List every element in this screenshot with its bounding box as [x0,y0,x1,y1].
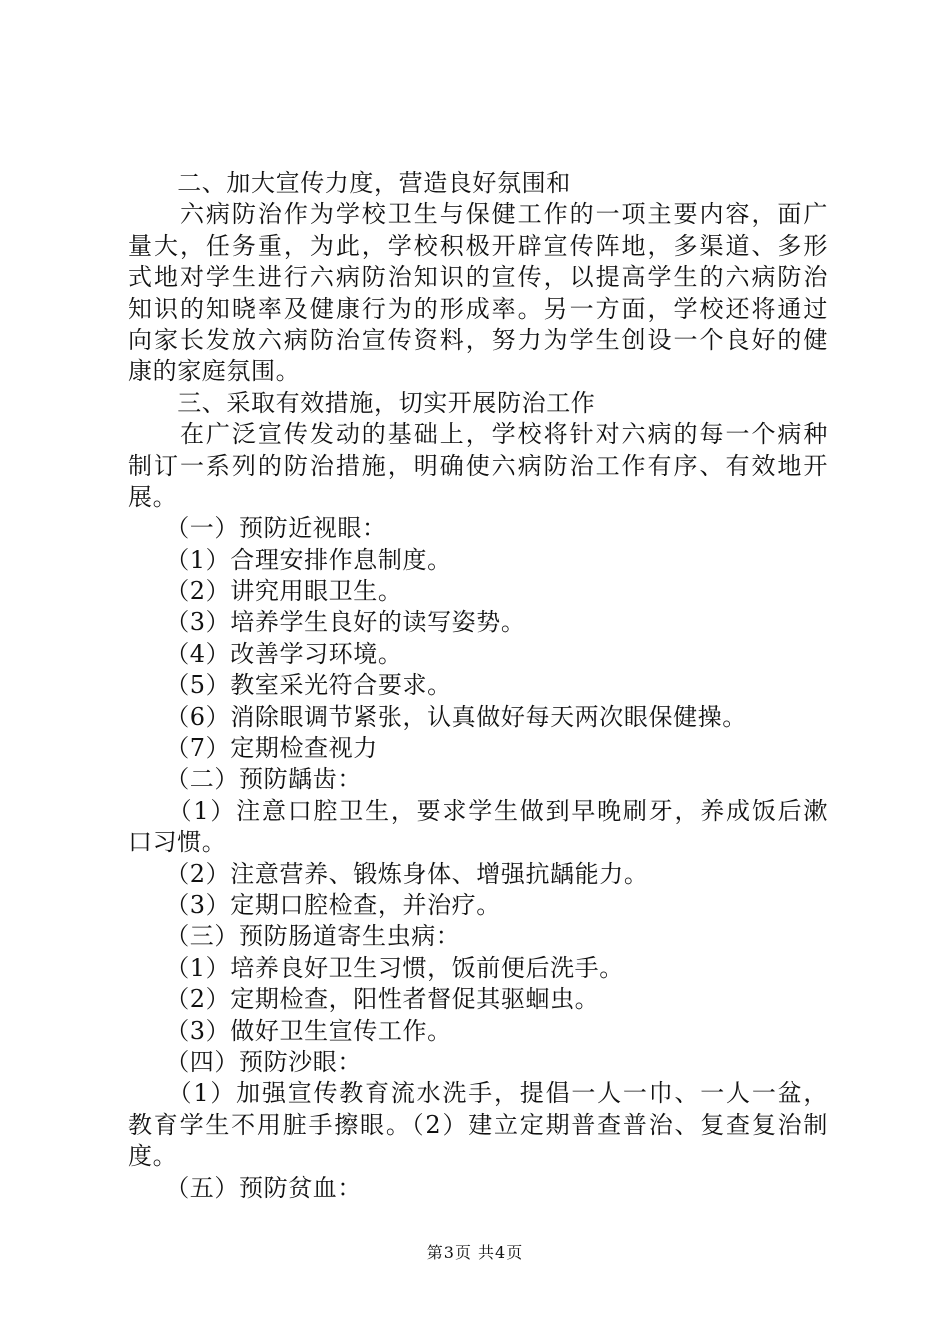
text-line: 康的家庭氛围。 [128,357,301,386]
text-line: （五）预防贫血： [128,1173,362,1202]
text-line: 六病防治作为学校卫生与保健工作的一项主要内容，面广 [128,200,828,229]
text-line: 知识的知晓率及健康行为的形成率。另一方面，学校还将通过 [128,294,828,323]
text-line: （4）改善学习环境。 [128,639,403,668]
text-line: 向家长发放六病防治宣传资料，努力为学生创设一个良好的健 [128,325,828,354]
text-line: （四）预防沙眼： [128,1047,362,1076]
page-footer: 第3页 共4页 [426,1243,524,1262]
text-line: （3）做好卫生宣传工作。 [128,1016,452,1045]
text-line: 展。 [128,482,178,511]
text-line: （二）预防龋齿： [128,765,362,794]
text-line: （一）预防近视眼： [128,514,387,543]
text-line: （7）定期检查视力 [128,734,378,763]
text-line: （2）注意营养、锻炼身体、增强抗龋能力。 [128,859,649,888]
text-line: 二、加大宣传力度，营造良好氛围和 [128,169,571,197]
text-line: （2）定期检查，阳性者督促其驱蛔虫。 [128,985,600,1014]
text-line: （2）讲究用眼卫生。 [128,577,403,606]
text-line: （3）定期口腔检查，并治疗。 [128,890,501,919]
text-line: （1）合理安排作息制度。 [128,545,452,574]
text-line: （1）注意口腔卫生，要求学生做到早晚刷牙，养成饭后漱 [128,796,828,825]
document-body [128,168,828,1204]
text-line: 量大，任务重，为此，学校积极开辟宣传阵地，多渠道、多形 [128,231,828,260]
text-line: （6）消除眼调节紧张，认真做好每天两次眼保健操。 [128,702,747,731]
text-line: 在广泛宣传发动的基础上，学校将针对六病的每一个病种 [128,420,828,449]
text-line: 度。 [128,1142,178,1171]
text-line: 教育学生不用脏手擦眼。（2）建立定期普查普治、复查复治制 [128,1110,828,1139]
text-line: 制订一系列的防治措施，明确使六病防治工作有序、有效地开 [128,451,828,480]
text-line: 口习惯。 [128,828,227,857]
text-line: （1）加强宣传教育流水洗手，提倡一人一巾、一人一盆， [128,1079,828,1108]
text-line: 三、采取有效措施，切实开展防治工作 [128,388,596,417]
text-line: （5）教室采光符合要求。 [128,671,452,700]
text-line: （3）培养学生良好的读写姿势。 [128,608,526,637]
text-line: （1）培养良好卫生习惯，饭前便后洗手。 [128,953,624,982]
text-line: （三）预防肠道寄生虫病： [128,922,461,951]
text-line: 式地对学生进行六病防治知识的宣传，以提高学生的六病防治 [128,263,828,292]
